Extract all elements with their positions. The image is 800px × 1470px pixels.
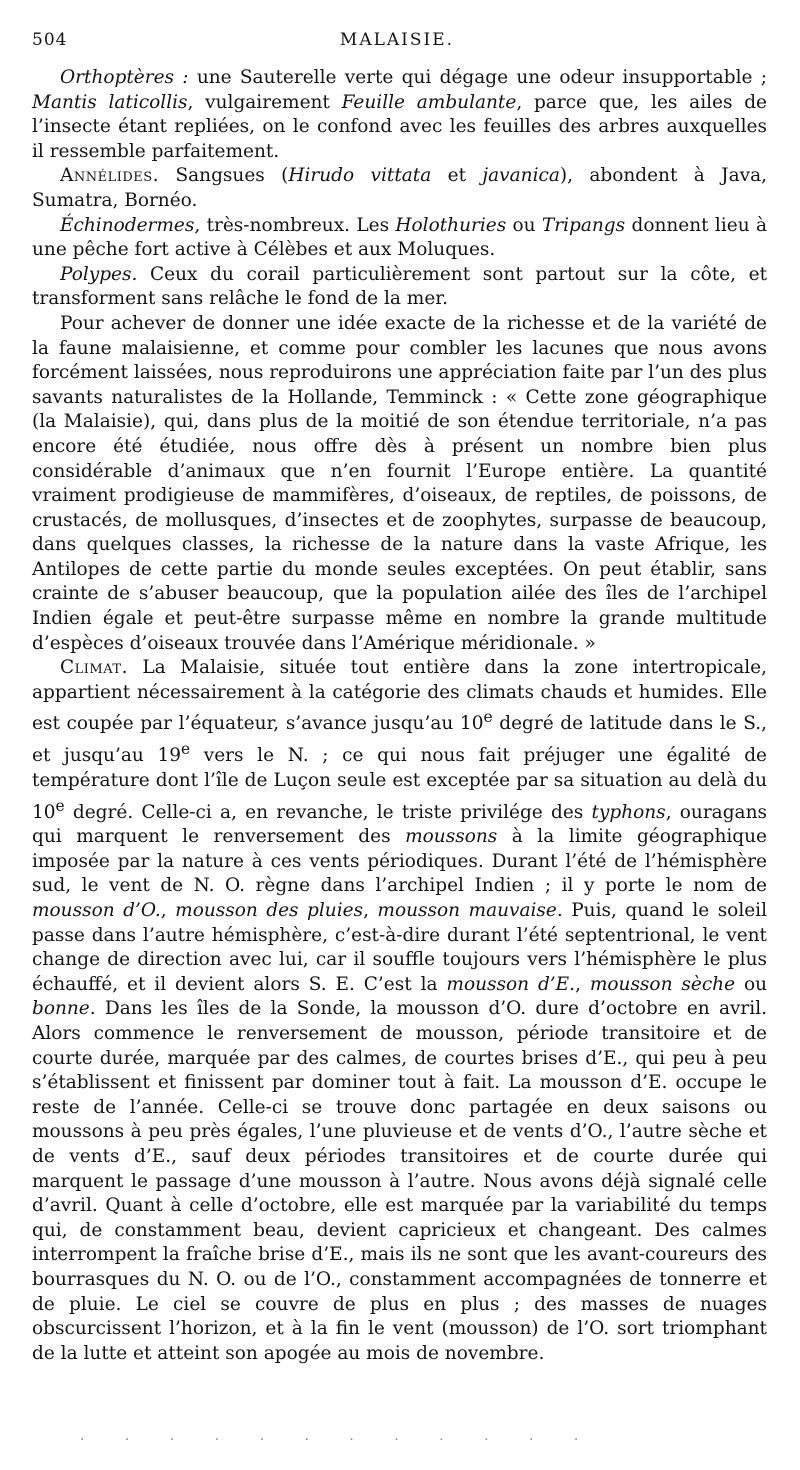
scan-footer-marks: · · · · · · · · · · · · (80, 1432, 597, 1448)
paragraph-echinodermes (32, 214, 767, 263)
section-heading-annelides: Annélides. (60, 165, 160, 187)
species-hirudo: Hirudo vittata (288, 165, 432, 187)
text-span: ou (506, 214, 542, 236)
text-span: vers le N. ; ce qui nous fait préjuger une égalité de température dont l’île de Luçon seule est exceptée par sa situation au delà du 10 (32, 745, 767, 823)
text-span: La Malaisie, située tout entière dans la zone intertropicale, appartient nécessairement à la catégorie des climats chauds et humides. Elle est coupée par l’équateur, s’avance jusqu’au 10 (32, 657, 767, 735)
text-span: Ceux du corail particulièrement sont partout sur la côte, et transforment sans relâche le fond de la mer. (32, 263, 767, 310)
species-mantis: Mantis laticollis (32, 91, 188, 113)
paragraph-orthopteres (32, 66, 767, 164)
term-moussons: moussons (405, 826, 498, 848)
superscript: e (55, 796, 65, 815)
term-bonne: bonne (32, 998, 90, 1020)
term-holothuries: Holothuries (395, 214, 507, 236)
text-span: , (575, 973, 590, 995)
paragraph-climat (32, 656, 767, 1366)
term-mousson-seche: mousson sèche (589, 973, 736, 995)
term-orthopteres: Orthoptères : (60, 67, 189, 88)
text-span: degré de latitude dans le S., et jusqu’au 19 (32, 713, 767, 767)
text-span: degré. Celle-ci a, en revanche, le triste privilége des (64, 801, 592, 823)
term-echinodermes: Échinodermes (60, 214, 195, 236)
text-span: , ouragans qui marquent le renversement des (32, 801, 767, 848)
paragraph-polypes (32, 263, 767, 312)
superscript: e (180, 740, 191, 759)
species-javanica: javanica (482, 165, 560, 187)
body-text (32, 66, 767, 1366)
text-span: ou (735, 973, 767, 995)
text-span: Sangsues ( (159, 165, 289, 187)
text-span: , parce que, les ailes de l’insecte étant repliées, on le confond avec les feuilles des arbres auxquelles il ressemble parfaitement. (32, 91, 768, 162)
term-polypes: Polypes. (60, 263, 138, 285)
term-tripangs: Tripangs (541, 214, 626, 236)
superscript: e (483, 708, 493, 727)
text-span: , très-nombreux. Les (194, 214, 396, 236)
text-span: ), abondent à Java, Sumatra, Bornéo. (32, 165, 767, 211)
text-span: . Puis, quand le soleil passe dans l’autre hémisphère, c’est-à-dire durant l’été septentrional, le vent change de direction avec lui, car il souffle toujours vers l’hémisphère le plus échauffé, et il devient alors S. E. C’est la (32, 900, 768, 995)
text-span: et (431, 165, 483, 187)
term-mousson-de: mousson d’E. (446, 973, 576, 995)
term-feuille-ambulante: Feuille ambulante (341, 91, 517, 113)
paragraph-temminck (32, 312, 767, 656)
section-heading-climat: Climat. (60, 657, 128, 679)
text-span: Pour achever de donner une idée exacte de la richesse et de la variété de la faune malaisienne, et comme pour combler les lacunes que nous avons forcément laissées, nous reproduirons une appréciation faite par l’un des plus savants naturalistes de la Hollande, Temminck : « Cette zone géographique (la Malaisie), qui, dans plus de la moitié de son étendue territoriale, n’a pas encore été étudiée, nous offre dès à présent un nombre bien plus considérable d’animaux que n’en fournit l’Europe entière. La quantité vraiment prodigieuse de mammifères, d’oiseaux, de reptiles, de poissons, de crustacés, de mollusques, d’insectes et de zoophytes, surpasse de beaucoup, dans quelques classes, la richesse de la nature dans la vaste Afrique, les Antilopes de cette partie du monde seules exceptées. On peut établir, sans crainte de s’abuser beaucoup, que la population ailée des îles de l’archipel Indien égale et peut-être surpasse même en nombre la grande multitude d’espèces d’oiseaux trouvée dans l’Amérique méridionale. » (32, 312, 768, 654)
text-span: donnent lieu à une pêche fort active à Célèbes et aux Moluques. (32, 214, 767, 261)
text-span: , (160, 900, 176, 922)
term-mousson-des-pluies: mousson des pluies (175, 900, 364, 922)
text-span: . Dans les îles de la Sonde, la mousson d’O. dure d’octobre en avril. Alors commence le renversement de mousson, période transitoire et de courte durée, marquée par des calmes, de courtes brises d’E., qui peu à peu s’établissent et finissent par dominer tout à fait. La mousson d’E. occupe le reste de l’année. Celle-ci se trouve donc partagée en deux saisons ou moussons à peu près égales, l’une pluvieuse et de vents d’O., l’autre sèche et de vents d’E., sauf deux périodes transitoires et de courte durée qui marquent le passage d’une mousson à l’autre. Nous avons déjà signalé celle d’avril. Quant à celle d’octobre, elle est marquée par la variabilité du temps qui, de constamment beau, devient capricieux et changeant. Des calmes interrompent la fraîche brise d’E., mais ils ne sont que les avant-coureurs des bourrasques du N. O. ou de l’O., constamment accompagnées de tonnerre et de pluie. Le ciel se couvre de plus en plus ; des masses de nuages obscurcissent l’horizon, et à la fin le vent (mousson) de l’O. sort triomphant de la lutte et atteint son apogée au mois de novembre. (32, 998, 767, 1364)
text-span: une Sauterelle verte qui dégage une odeur insupportable ; (188, 67, 767, 88)
page-number: 504 (32, 30, 68, 50)
text-span: , (363, 900, 378, 922)
page-header (32, 30, 762, 56)
paragraph-annelides (32, 164, 767, 213)
term-typhons: typhons (591, 801, 666, 823)
running-title: MALAISIE. (339, 30, 455, 50)
text-span: , vulgairement (187, 91, 342, 113)
term-mousson-mauvaise: mousson mauvaise (377, 900, 557, 922)
term-mousson-do: mousson d’O. (32, 900, 161, 922)
text-span: à la limite géographique imposée par la nature à ces vents périodiques. Durant l’été de l’hémisphère sud, le vent de N. O. règne dans l’archipel Indien ; il y porte le nom de (32, 826, 767, 897)
